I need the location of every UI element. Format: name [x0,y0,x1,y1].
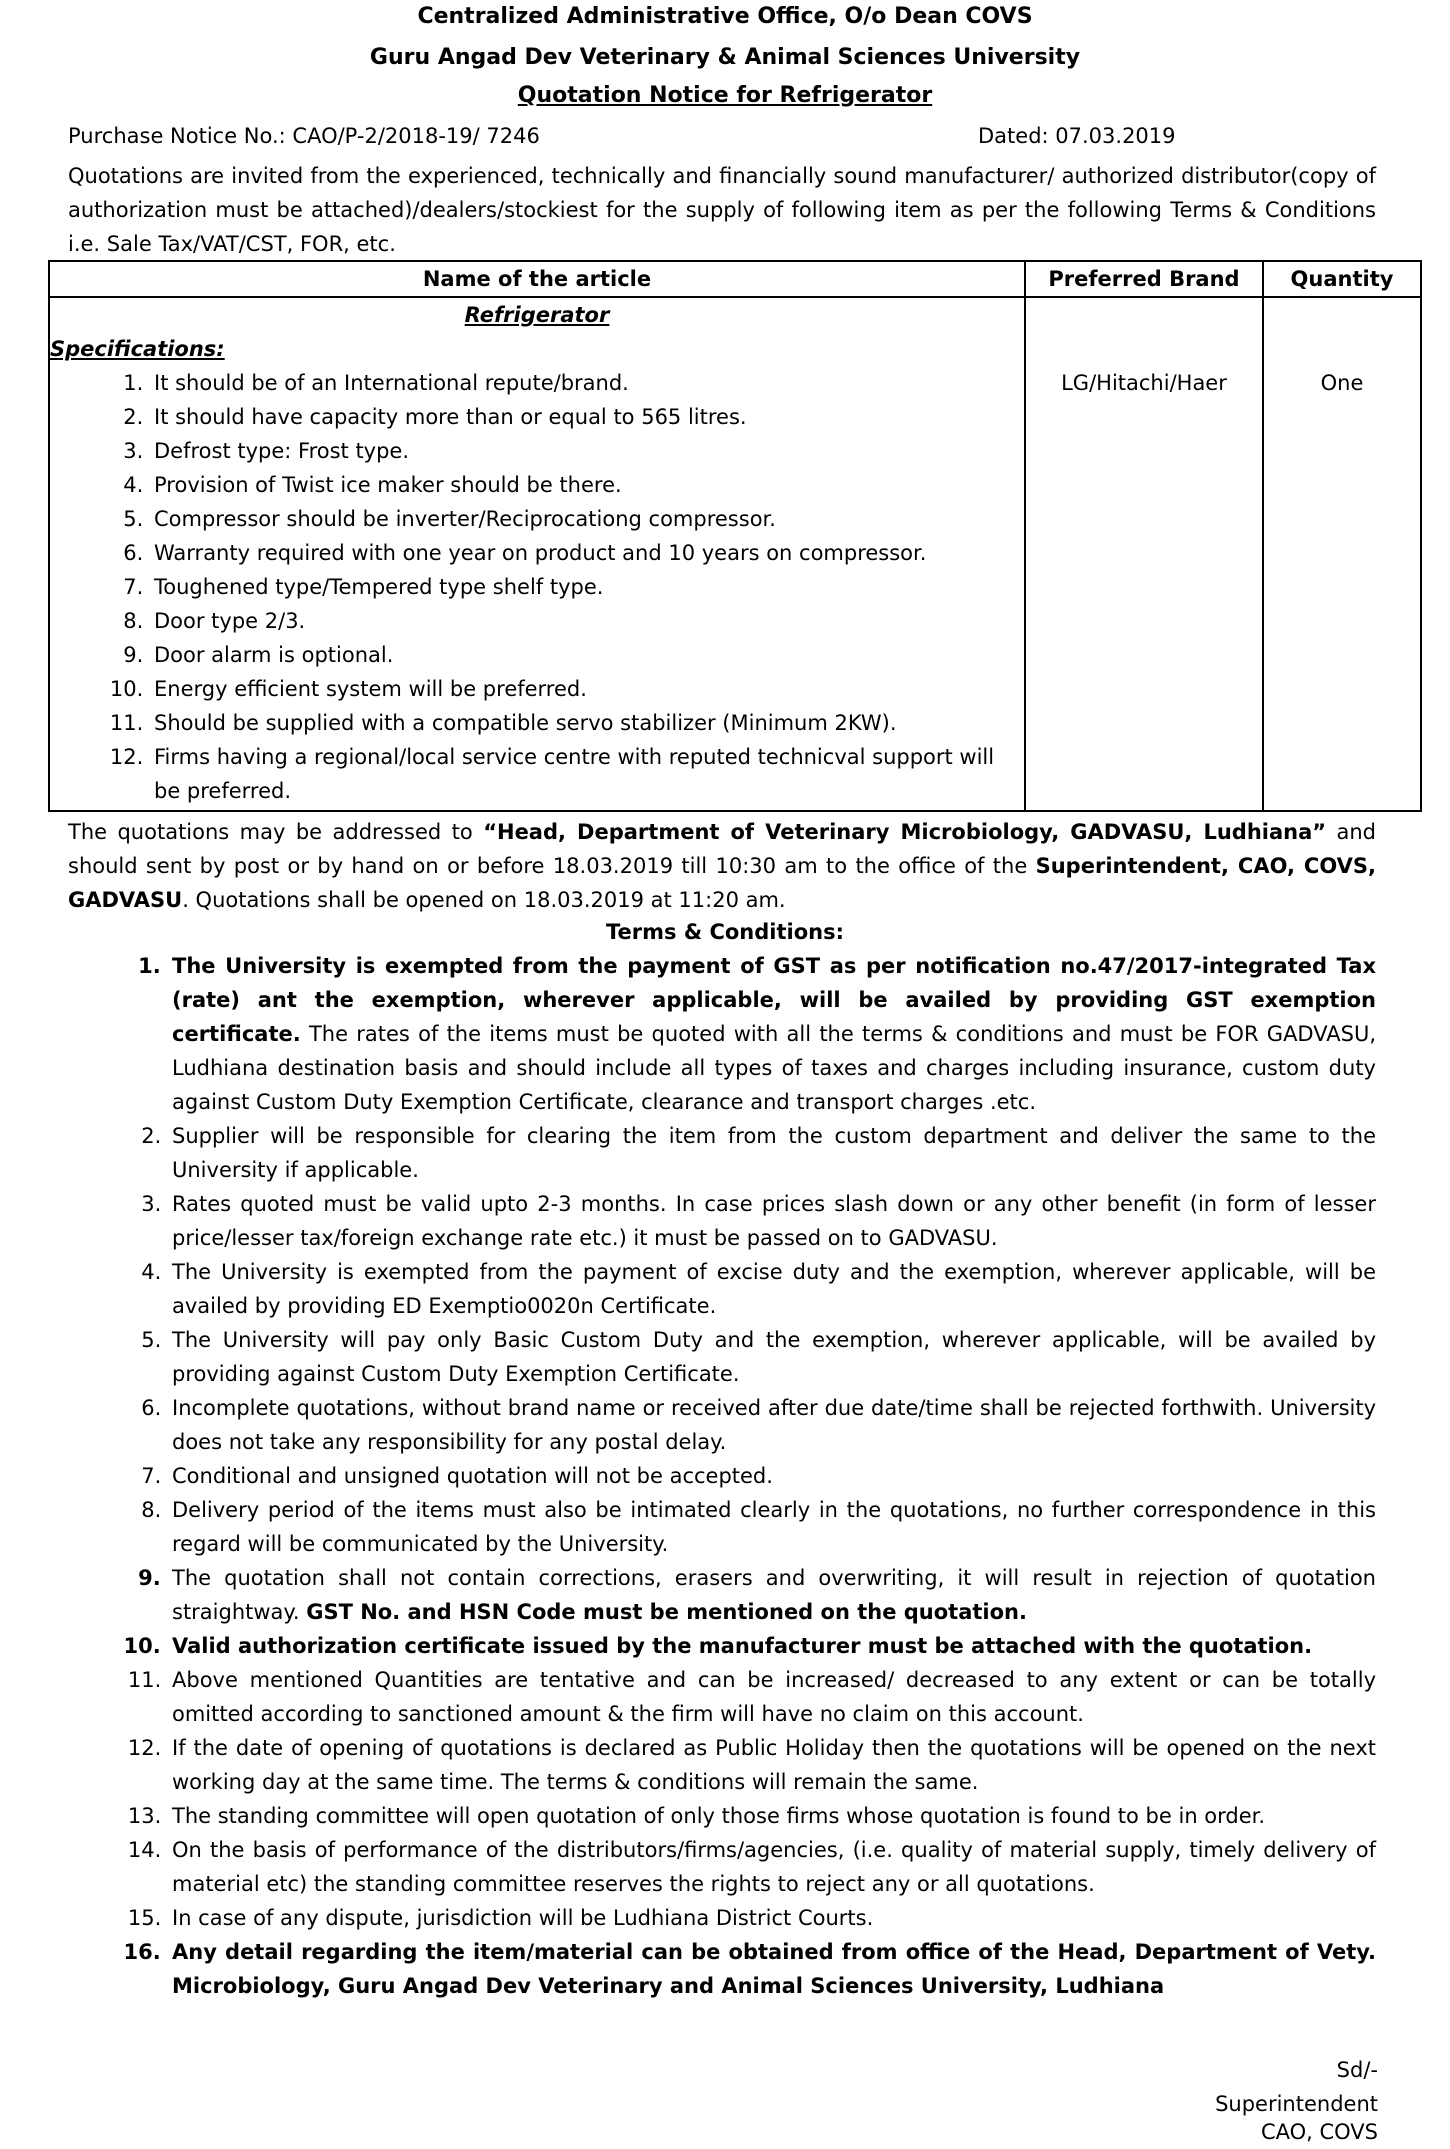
spec-item: 5. Compressor should be inverter/Reciprocationg compressor. [150,502,1024,536]
term-item: 5. The University will pay only Basic Custom Duty and the exemption, wherever applicable, will be availed by providing against Custom Duty Exemption Certificate. [168,1323,1376,1391]
term-item: 11. Above mentioned Quantities are tentative and can be increased/ decreased to any extent or can be totally omitted according to sanctioned amount & the firm will have no claim on this account. [168,1663,1376,1731]
spec-item: 9. Door alarm is optional. [150,638,1024,672]
spec-item: 10. Energy efficient system will be preferred. [150,672,1024,706]
terms-heading: Terms & Conditions: [606,920,844,944]
preferred-brand-cell: LG/Hitachi/Haer [1025,297,1263,811]
term-item: 3. Rates quoted must be valid upto 2-3 months. In case prices slash down or any other benefit (in form of lesser price/lesser tax/foreign exchange rate etc.) it must be passed on to GADVASU. [168,1187,1376,1255]
column-header-article: Name of the article [49,261,1025,297]
quantity-cell: One [1263,297,1421,811]
term-item: 10. Valid authorization certificate issued by the manufacturer must be attached with the quotation. [168,1629,1376,1663]
spec-item: 12. Firms having a regional/local service centre with reputed technicval support will be preferred. [150,740,1024,808]
article-cell [49,297,1025,811]
spec-item: 1. It should be of an International repute/brand. [150,366,1024,400]
spec-item: 7. Toughened type/Tempered type shelf type. [150,570,1024,604]
term-item: 2. Supplier will be responsible for clearing the item from the custom department and deliver the same to the University if applicable. [168,1119,1376,1187]
term-item [168,1561,1376,1629]
term-bold-text: GST No. and HSN Code must be mentioned on the quotation. [306,1600,1027,1624]
address-office: Superintendent, CAO, COVS, GADVASU [68,854,1376,912]
address-text: The quotations may be addressed to [68,820,484,844]
intro-paragraph: Quotations are invited from the experienced, technically and financially sound manufacturer/ authorized distributor(copy of authorization must be attached)/dealers/stockiest for the supply of following item as per the following Terms & Conditions i.e. Sale Tax/VAT/CST, FOR, etc. [68,164,1376,256]
column-header-quantity: Quantity [1263,261,1421,297]
specifications-list [50,366,1024,808]
column-header-brand: Preferred Brand [1025,261,1263,297]
term-item: 15. In case of any dispute, jurisdiction will be Ludhiana District Courts. [168,1901,1376,1935]
notice-date: Dated: 07.03.2019 [978,124,1176,148]
term-item: 12. If the date of opening of quotations is declared as Public Holiday then the quotations will be opened on the next working day at the same time. The terms & conditions will remain the same. [168,1731,1376,1799]
address-department: “Head, Department of Veterinary Microbiology, GADVASU, Ludhiana” [483,820,1327,844]
address-paragraph [68,815,1376,917]
specifications-heading: Specifications: [50,337,225,361]
term-item: 13. The standing committee will open quotation of only those firms whose quotation is found to be in order. [168,1799,1376,1833]
spec-item: 2. It should have capacity more than or equal to 565 litres. [150,400,1024,434]
term-item: 7. Conditional and unsigned quotation will not be accepted. [168,1459,1376,1493]
term-item [168,949,1376,1119]
spec-item: 6. Warranty required with one year on product and 10 years on compressor. [150,536,1024,570]
address-text: . Quotations shall be opened on 18.03.2019 at 11:20 am. [182,888,786,912]
address-text: and should sent by post or by hand on or before 18.03.2019 till 10:30 am to the office of the [68,820,1377,878]
term-item: 6. Incomplete quotations, without brand name or received after due date/time shall be rejected forthwith. University does not take any responsibility for any postal delay. [168,1391,1376,1459]
term-item: 16. Any detail regarding the item/material can be obtained from office of the Head, Department of Vety. Microbiology, Guru Angad Dev Veterinary and Animal Sciences University, Ludhiana [168,1935,1376,2003]
term-bold-text: The University is exempted from the payment of GST as per notification no.47/2017-integrated Tax (rate) ant the exemption, wherever applicable, will be availed by providing GST exemption certificate. [172,954,1376,1046]
spec-item: 8. Door type 2/3. [150,604,1024,638]
term-text: The rates of the items must be quoted with all the terms & conditions and must be FOR GADVASU, Ludhiana destination basis and should include all types of taxes and charges including insurance, custom duty against Custom Duty Exemption Certificate, clearance and transport charges .etc. [172,1022,1376,1114]
spec-item: 3. Defrost type: Frost type. [150,434,1024,468]
article-title: Refrigerator [464,303,610,327]
spec-item: 11. Should be supplied with a compatible servo stabilizer (Minimum 2KW). [150,706,1024,740]
office-name: Centralized Administrative Office, O/o Dean COVS [417,4,1033,29]
spec-item: 4. Provision of Twist ice maker should be there. [150,468,1024,502]
term-item: 14. On the basis of performance of the distributors/firms/agencies, (i.e. quality of material supply, timely delivery of material etc) the standing committee reserves the rights to reject any or all quotations. [168,1833,1376,1901]
term-item: 4. The University is exempted from the payment of excise duty and the exemption, wherever applicable, will be availed by providing ED Exemptio0020n Certificate. [168,1255,1376,1323]
purchase-notice-number: Purchase Notice No.: CAO/P-2/2018-19/ 7246 [68,124,540,148]
signature-office: CAO, COVS [1260,2120,1378,2144]
term-item: 8. Delivery period of the items must also be intimated clearly in the quotations, no further correspondence in this regard will be communicated by the University. [168,1493,1376,1561]
term-text: The quotation shall not contain corrections, erasers and overwriting, it will result in rejection of quotation straightway. [172,1566,1376,1624]
signature-title: Superintendent [1215,2092,1378,2116]
terms-list [68,949,1376,2003]
signature-sd: Sd/- [1336,2058,1378,2082]
notice-title: Quotation Notice for Refrigerator [517,83,933,108]
article-table [48,260,1422,812]
university-name: Guru Angad Dev Veterinary & Animal Sciences University [369,45,1081,70]
